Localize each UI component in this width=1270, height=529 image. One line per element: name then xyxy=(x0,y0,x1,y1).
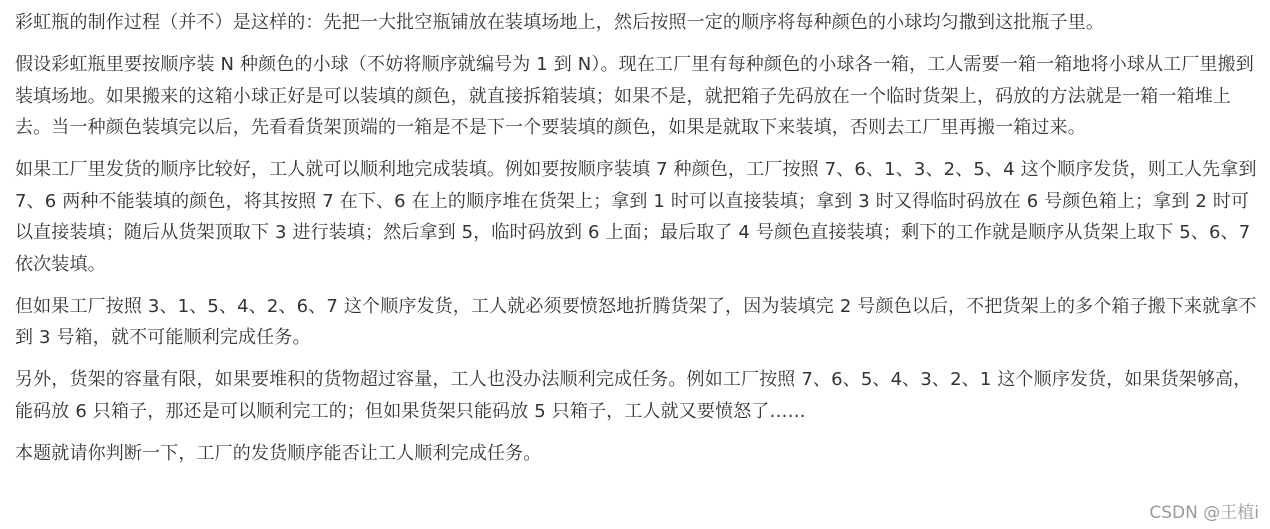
paragraph-example-success: 如果工厂里发货的顺序比较好，工人就可以顺利地完成装填。例如要按顺序装填 7 种颜色，工厂按照 7、6、1、3、2、5、4 这个顺序发货，则工人先拿到 7、6 两种不能装填的颜色，将其按照 7 在下、6 在上的顺序堆在货架上；拿到 1 时可以直接装填；拿到 3 时又得临时码放在 6 号颜色箱上；拿到 2 时可以直接装填；随后从货架顶取下 3 进行装填；然后拿到 5，临时码放到 6 上面；最后取了 4 号颜色直接装填；剩下的工作就是顺序从货架上取下 5、6、7 依次装填。 xyxy=(15,159,1257,275)
problem-description xyxy=(15,7,1260,480)
paragraph-example-failure: 但如果工厂按照 3、1、5、4、2、6、7 这个顺序发货，工人就必须要愤怒地折腾货架了，因为装填完 2 号颜色以后，不把货架上的多个箱子搬下来就拿不到 3 号箱，就不可能顺利完成任务。 xyxy=(15,295,1257,348)
paragraph-setup: 假设彩虹瓶里要按顺序装 N 种颜色的小球（不妨将顺序就编号为 1 到 N）。现在工厂里有每种颜色的小球各一箱，工人需要一箱一箱地将小球从工厂里搬到装填场地。如果搬来的这箱小球正好是可以装填的颜色，就直接拆箱装填；如果不是，就把箱子先码放在一个临时货架上，码放的方法就是一箱一箱堆上去。当一种颜色装填完以后，先看看货架顶端的一箱是不是下一个要装填的颜色，如果是就取下来装填，否则去工厂里再搬一箱过来。 xyxy=(15,54,1254,138)
paragraph-intro: 彩虹瓶的制作过程（并不）是这样的：先把一大批空瓶铺放在装填场地上，然后按照一定的顺序将每种颜色的小球均匀撒到这批瓶子里。 xyxy=(15,12,1104,33)
csdn-watermark: CSDN @王植i xyxy=(1149,503,1259,523)
paragraph-task: 本题就请你判断一下，工厂的发货顺序能否让工人顺利完成任务。 xyxy=(15,442,542,464)
paragraph-capacity: 另外，货架的容量有限，如果要堆积的货物超过容量，工人也没办法顺利完成任务。例如工厂按照 7、6、5、4、3、2、1 这个顺序发货，如果货架够高，能码放 6 只箱子，那还是可以顺利完工的；但如果货架只能码放 5 只箱子，工人就又要愤怒了…… xyxy=(15,369,1252,422)
